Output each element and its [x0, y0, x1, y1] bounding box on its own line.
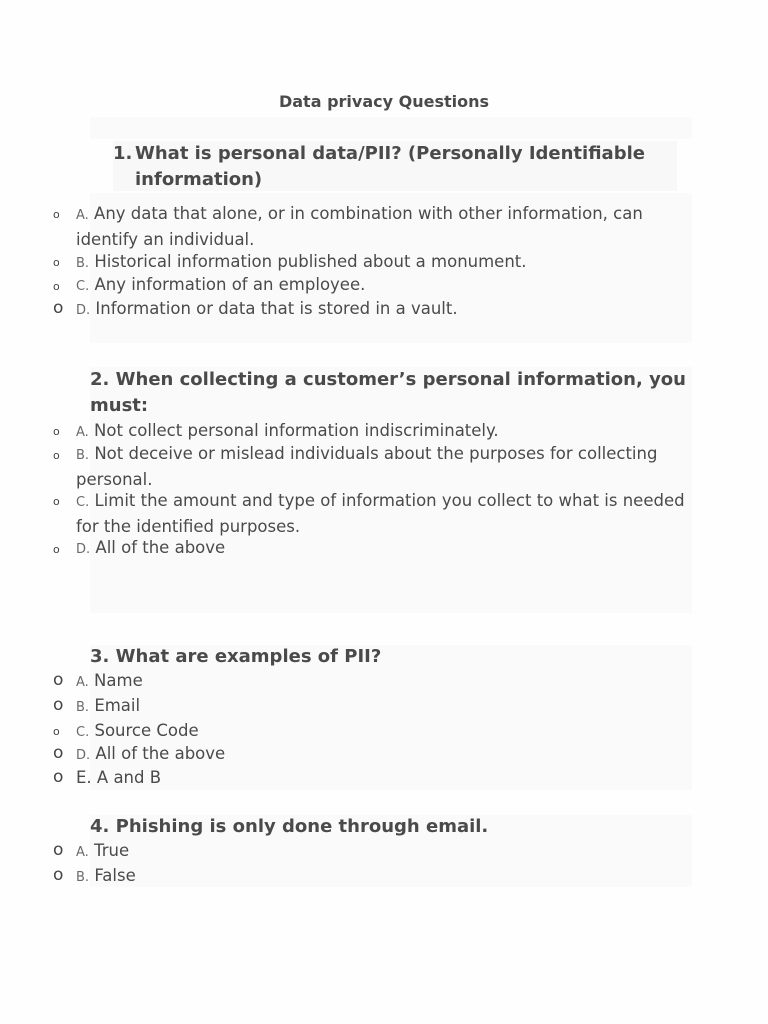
- bullet-icon: o: [53, 695, 64, 715]
- option-text: Any data that alone, or in combination with other information, can identify an individual.: [76, 204, 643, 249]
- answer-option: [76, 297, 686, 323]
- option-letter: D.: [76, 542, 91, 557]
- bullet-icon: o: [53, 256, 60, 269]
- option-letter: B.: [76, 700, 90, 715]
- bullet-icon: o: [53, 543, 60, 556]
- question-text: Phishing is only done through email.: [115, 816, 489, 837]
- question-number: 1.: [113, 143, 133, 164]
- option-letter: C.: [76, 495, 90, 510]
- option-letter: C.: [76, 725, 90, 740]
- question-text: What are examples of PII?: [115, 646, 382, 667]
- option-letter: A.: [76, 425, 89, 440]
- answer-option: [76, 839, 686, 865]
- option-text: Not deceive or mislead individuals about the purposes for collecting personal.: [76, 444, 658, 489]
- question-text: What is personal data/PII? (Personally Identifiable information): [135, 143, 645, 190]
- question-number: 3.: [90, 646, 110, 667]
- bullet-icon: o: [53, 725, 60, 738]
- option-text: All of the above: [95, 538, 226, 557]
- option-letter: A.: [76, 208, 89, 223]
- answer-option: [76, 536, 686, 562]
- document-title: Data privacy Questions: [278, 92, 490, 111]
- answer-option: [76, 742, 686, 768]
- option-letter: B.: [76, 870, 90, 885]
- option-text: Name: [94, 671, 143, 690]
- answer-option: [76, 864, 686, 890]
- option-letter: D.: [76, 748, 91, 763]
- question-1-panel-top: [90, 117, 692, 139]
- answer-option: [76, 442, 686, 492]
- option-text: Historical information published about a monument.: [94, 252, 527, 271]
- answer-option: [76, 202, 686, 252]
- option-text: True: [94, 841, 130, 860]
- bullet-icon: o: [53, 449, 60, 462]
- bullet-icon: o: [53, 280, 60, 293]
- option-letter: C.: [76, 279, 90, 294]
- option-text: Any information of an employee.: [94, 275, 366, 294]
- option-text: Not collect personal information indiscriminately.: [94, 421, 499, 440]
- bullet-icon: o: [53, 743, 64, 763]
- bullet-icon: o: [53, 208, 60, 221]
- option-letter: A.: [76, 675, 89, 690]
- bullet-icon: o: [53, 670, 64, 690]
- bullet-icon: o: [53, 298, 64, 318]
- question-number: 2.: [90, 369, 110, 390]
- bullet-icon: o: [53, 840, 64, 860]
- question-3-heading: [90, 644, 690, 670]
- option-letter: B.: [76, 256, 90, 271]
- option-text: Source Code: [94, 721, 199, 740]
- answer-option: [76, 273, 686, 299]
- question-text: When collecting a customer’s personal information, you must:: [90, 369, 686, 416]
- bullet-icon: o: [53, 495, 60, 508]
- option-text: All of the above: [95, 744, 226, 763]
- answer-option: [76, 694, 686, 720]
- answer-option: [76, 766, 686, 790]
- option-text: Email: [94, 696, 141, 715]
- answer-option: [76, 489, 686, 539]
- question-2-heading: [90, 367, 690, 419]
- option-text: False: [94, 866, 136, 885]
- question-4-heading: [90, 814, 690, 840]
- answer-option: [76, 669, 686, 695]
- question-number: 4.: [90, 816, 110, 837]
- option-text: Information or data that is stored in a vault.: [95, 299, 458, 318]
- option-text: E. A and B: [76, 768, 162, 787]
- bullet-icon: o: [53, 425, 60, 438]
- bullet-icon: o: [53, 767, 64, 787]
- option-letter: D.: [76, 303, 91, 318]
- option-letter: B.: [76, 448, 90, 463]
- option-text: Limit the amount and type of information you collect to what is needed for the identified purposes.: [76, 491, 685, 536]
- option-letter: A.: [76, 845, 89, 860]
- bullet-icon: o: [53, 865, 64, 885]
